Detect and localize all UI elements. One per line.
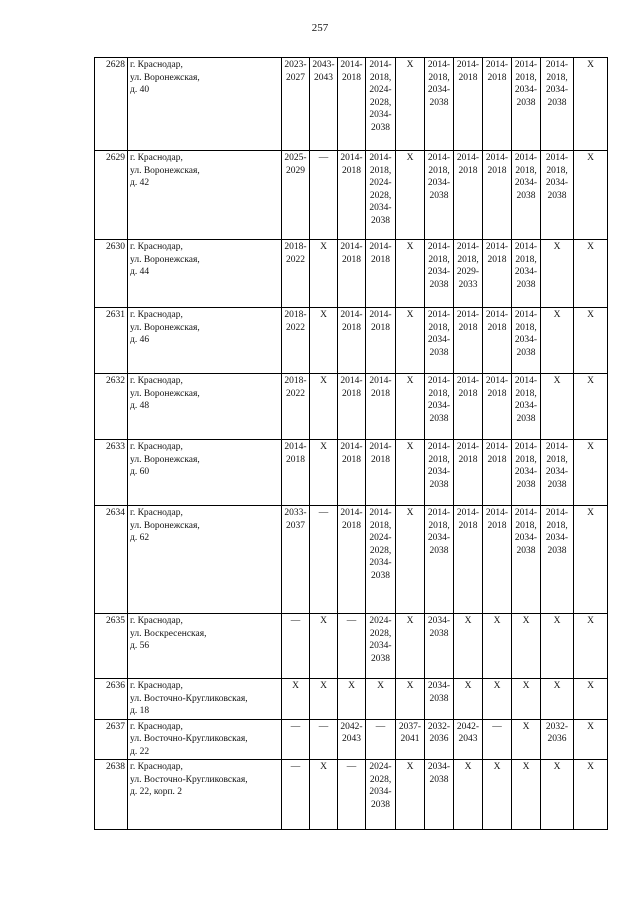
schedule-cell: X (396, 308, 425, 374)
schedule-cell: 2014- 2018 (338, 440, 366, 506)
schedule-cell: X (512, 679, 541, 720)
schedule-cell: — (310, 719, 338, 760)
table-row (95, 58, 608, 151)
address-line: г. Краснодар, (130, 508, 183, 518)
address-line: д. 42 (130, 178, 150, 188)
schedule-cell: 2014- 2018, 2034- 2038 (512, 58, 541, 151)
schedule-cell: X (396, 614, 425, 679)
schedule-cell: 2034- 2038 (425, 760, 454, 830)
address-line: д. 48 (130, 401, 150, 411)
address-line: д. 40 (130, 85, 150, 95)
address-line: ул. Воронежская, (130, 165, 200, 176)
row-number: 2637 (95, 719, 128, 760)
address-line: ул. Воронежская, (130, 322, 200, 333)
table-row (95, 240, 608, 308)
schedule-cell: 2042- 2043 (454, 719, 483, 760)
row-number: 2630 (95, 240, 128, 308)
schedule-cell: 2043- 2043 (310, 58, 338, 151)
address-cell (128, 760, 282, 830)
row-number: 2634 (95, 506, 128, 614)
schedule-cell: 2014- 2018 (483, 151, 512, 240)
row-number: 2638 (95, 760, 128, 830)
schedule-cell: X (366, 679, 396, 720)
address-line: г. Краснодар, (130, 721, 183, 732)
schedule-cell: X (574, 58, 608, 151)
table-row (95, 760, 608, 830)
schedule-cell: 2024- 2028, 2034- 2038 (366, 614, 396, 679)
address-line: ул. Воронежская, (130, 254, 200, 265)
table-row (95, 719, 608, 760)
page-number: 257 (311, 22, 329, 34)
address-line: г. Краснодар, (130, 376, 183, 386)
schedule-cell: X (454, 614, 483, 679)
schedule-cell: 2014- 2018, 2034- 2038 (512, 506, 541, 614)
address-line: ул. Восточно-Кругликовская, (130, 734, 248, 744)
schedule-cell: 2014- 2018 (483, 240, 512, 308)
schedule-cell: X (574, 719, 608, 760)
schedule-cell: 2037- 2041 (396, 719, 425, 760)
schedule-cell: 2024- 2028, 2034- 2038 (366, 760, 396, 830)
schedule-cell: X (541, 614, 574, 679)
schedule-cell: X (512, 719, 541, 760)
table-row (95, 614, 608, 679)
schedule-cell: X (574, 679, 608, 720)
schedule-cell: 2023- 2027 (282, 58, 310, 151)
schedule-cell: — (483, 719, 512, 760)
schedule-cell: — (282, 760, 310, 830)
schedule-cell: 2014- 2018 (282, 440, 310, 506)
schedule-cell: 2014- 2018 (454, 151, 483, 240)
schedule-cell: X (310, 440, 338, 506)
schedule-cell: 2014- 2018 (366, 374, 396, 440)
schedule-cell: 2032- 2036 (541, 719, 574, 760)
schedule-cell: 2014- 2018 (366, 240, 396, 308)
address-line: г. Краснодар, (130, 681, 183, 691)
schedule-cell: 2014- 2018 (338, 506, 366, 614)
address-line: г. Краснодар, (130, 242, 183, 252)
address-line: д. 60 (130, 467, 150, 477)
schedule-cell: X (396, 506, 425, 614)
address-line: д. 62 (130, 533, 150, 543)
table-row (95, 151, 608, 240)
row-number: 2628 (95, 58, 128, 151)
schedule-cell: X (396, 679, 425, 720)
address-line: д. 22 (130, 746, 150, 757)
table-row (95, 440, 608, 506)
buildings-repair-schedule-table (94, 57, 608, 830)
schedule-cell: 2014- 2018, 2034- 2038 (425, 58, 454, 151)
schedule-cell: 2014- 2018 (454, 440, 483, 506)
schedule-cell: 2014- 2018, 2034- 2038 (425, 440, 454, 506)
schedule-cell: 2014- 2018, 2034- 2038 (425, 374, 454, 440)
schedule-cell: X (541, 760, 574, 830)
schedule-cell: X (396, 151, 425, 240)
schedule-cell: 2014- 2018, 2034- 2038 (512, 308, 541, 374)
schedule-cell: 2014- 2018 (483, 58, 512, 151)
address-line: ул. Воронежская, (130, 72, 200, 83)
schedule-cell: X (541, 374, 574, 440)
schedule-cell: 2014- 2018, 2034- 2038 (512, 374, 541, 440)
address-line: д. 22, корп. 2 (130, 787, 183, 797)
schedule-cell: X (454, 760, 483, 830)
table-row (95, 374, 608, 440)
address-line: ул. Воскресенская, (130, 628, 207, 639)
schedule-cell: 2014- 2018, 2034- 2038 (425, 151, 454, 240)
address-cell (128, 374, 282, 440)
table-row (95, 506, 608, 614)
schedule-cell: 2014- 2018, 2024- 2028, 2034- 2038 (366, 151, 396, 240)
address-cell (128, 440, 282, 506)
schedule-cell: 2014- 2018 (483, 374, 512, 440)
schedule-cell: X (483, 679, 512, 720)
schedule-cell: 2014- 2018 (454, 308, 483, 374)
schedule-cell: 2042- 2043 (338, 719, 366, 760)
schedule-cell: 2014- 2018 (338, 240, 366, 308)
schedule-cell: 2014- 2018, 2034- 2038 (541, 58, 574, 151)
schedule-cell: 2014- 2018, 2029- 2033 (454, 240, 483, 308)
address-line: д. 46 (130, 335, 150, 345)
schedule-cell: — (282, 614, 310, 679)
schedule-cell: X (396, 760, 425, 830)
address-cell (128, 308, 282, 374)
address-cell (128, 614, 282, 679)
schedule-cell: — (310, 506, 338, 614)
row-number: 2631 (95, 308, 128, 374)
schedule-cell: X (541, 308, 574, 374)
schedule-cell: X (483, 760, 512, 830)
schedule-cell: X (310, 308, 338, 374)
schedule-cell: 2018- 2022 (282, 240, 310, 308)
schedule-cell: 2014- 2018 (483, 308, 512, 374)
schedule-cell: X (574, 760, 608, 830)
schedule-cell: 2014- 2018, 2034- 2038 (541, 440, 574, 506)
address-line: г. Краснодар, (130, 153, 183, 163)
address-cell (128, 240, 282, 308)
address-line: ул. Воронежская, (130, 520, 200, 531)
schedule-cell: 2014- 2018, 2034- 2038 (425, 308, 454, 374)
schedule-cell: 2014- 2018, 2034- 2038 (512, 151, 541, 240)
schedule-cell: 2014- 2018 (454, 506, 483, 614)
address-line: д. 56 (130, 641, 150, 651)
schedule-cell: 2032- 2036 (425, 719, 454, 760)
address-line: г. Краснодар, (130, 310, 183, 320)
address-line: ул. Восточно-Кругликовская, (130, 774, 248, 785)
table-row (95, 679, 608, 720)
schedule-cell: X (574, 308, 608, 374)
schedule-cell: 2014- 2018 (454, 374, 483, 440)
row-number: 2635 (95, 614, 128, 679)
address-line: г. Краснодар, (130, 60, 183, 70)
address-line: ул. Воронежская, (130, 454, 200, 465)
address-cell (128, 58, 282, 151)
schedule-cell: — (338, 614, 366, 679)
schedule-cell: X (541, 240, 574, 308)
schedule-cell: 2014- 2018 (338, 151, 366, 240)
schedule-cell: X (396, 58, 425, 151)
address-line: г. Краснодар, (130, 762, 183, 772)
row-number: 2632 (95, 374, 128, 440)
schedule-cell: X (310, 614, 338, 679)
schedule-cell: 2018- 2022 (282, 308, 310, 374)
schedule-cell: X (396, 440, 425, 506)
address-cell (128, 719, 282, 760)
schedule-cell: X (483, 614, 512, 679)
schedule-cell: — (310, 151, 338, 240)
address-line: ул. Воронежская, (130, 388, 200, 399)
row-number: 2629 (95, 151, 128, 240)
schedule-cell: 2033- 2037 (282, 506, 310, 614)
table-body (95, 58, 608, 830)
schedule-cell: 2014- 2018 (366, 308, 396, 374)
schedule-cell: X (310, 374, 338, 440)
schedule-cell: X (396, 240, 425, 308)
schedule-cell: 2018- 2022 (282, 374, 310, 440)
schedule-cell: — (282, 719, 310, 760)
schedule-cell: X (574, 440, 608, 506)
row-number: 2636 (95, 679, 128, 720)
schedule-cell: X (310, 679, 338, 720)
schedule-cell: 2014- 2018 (338, 374, 366, 440)
schedule-cell: X (574, 151, 608, 240)
schedule-cell: 2025- 2029 (282, 151, 310, 240)
schedule-cell: X (574, 614, 608, 679)
schedule-cell: 2014- 2018 (483, 440, 512, 506)
schedule-cell: 2014- 2018 (454, 58, 483, 151)
schedule-cell: 2014- 2018 (366, 440, 396, 506)
schedule-cell: X (454, 679, 483, 720)
schedule-cell: X (310, 760, 338, 830)
schedule-cell: 2014- 2018, 2034- 2038 (425, 506, 454, 614)
schedule-cell: 2014- 2018 (338, 58, 366, 151)
schedule-cell: X (310, 240, 338, 308)
schedule-cell: X (396, 374, 425, 440)
schedule-cell: 2034- 2038 (425, 679, 454, 720)
address-cell (128, 151, 282, 240)
schedule-cell: 2014- 2018, 2034- 2038 (541, 506, 574, 614)
schedule-cell: X (512, 760, 541, 830)
schedule-cell: 2014- 2018, 2034- 2038 (512, 440, 541, 506)
address-line: г. Краснодар, (130, 616, 183, 626)
schedule-cell: X (574, 374, 608, 440)
schedule-cell: X (541, 679, 574, 720)
schedule-cell: 2014- 2018 (483, 506, 512, 614)
address-line: д. 44 (130, 267, 150, 277)
schedule-cell: 2014- 2018, 2024- 2028, 2034- 2038 (366, 58, 396, 151)
schedule-cell: 2034- 2038 (425, 614, 454, 679)
schedule-cell: 2014- 2018 (338, 308, 366, 374)
schedule-cell: 2014- 2018, 2034- 2038 (512, 240, 541, 308)
address-line: г. Краснодар, (130, 442, 183, 452)
schedule-cell: X (574, 240, 608, 308)
address-cell (128, 679, 282, 720)
address-line: ул. Восточно-Кругликовская, (130, 693, 248, 704)
schedule-cell: 2014- 2018, 2024- 2028, 2034- 2038 (366, 506, 396, 614)
schedule-cell: — (366, 719, 396, 760)
address-line: д. 18 (130, 706, 150, 716)
schedule-cell: 2014- 2018, 2034- 2038 (425, 240, 454, 308)
schedule-cell: X (512, 614, 541, 679)
schedule-cell: — (338, 760, 366, 830)
schedule-cell: 2014- 2018, 2034- 2038 (541, 151, 574, 240)
row-number: 2633 (95, 440, 128, 506)
schedule-cell: X (338, 679, 366, 720)
schedule-cell: X (574, 506, 608, 614)
schedule-cell: X (282, 679, 310, 720)
address-cell (128, 506, 282, 614)
table-row (95, 308, 608, 374)
